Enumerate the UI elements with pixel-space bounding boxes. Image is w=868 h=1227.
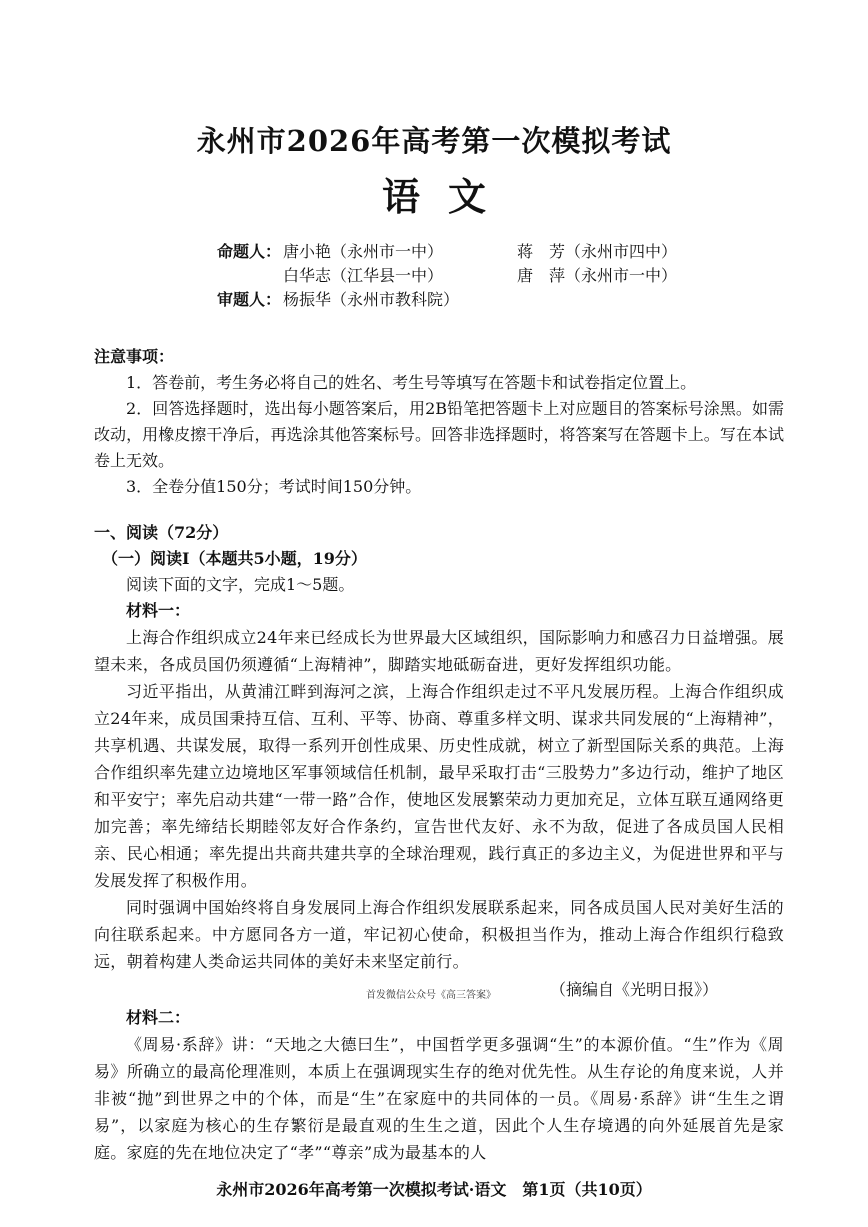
section-heading: 一、阅读（72分） [94, 523, 229, 542]
proposer-3: 白华志（江华县一中） [283, 266, 444, 285]
subject-title: 语文 [381, 174, 514, 219]
notice-item: 2．回答选择题时，选出每小题答案后，用2B铅笔把答题卡上对应题目的答案标号涂黑。如需改动，用橡皮擦干净后，再选涂其他答案标号。回答非选择题时，将答案写在答题卡上。写在本试卷上无效。 [94, 399, 784, 470]
material1-paragraph: 同时强调中国始终将自身发展同上海合作组织发展联系起来，同各成员国人民对美好生活的向往联系起来。中方愿同各方一道，牢记初心使命，积极担当作为，推动上海合作组织行稳致远，朝着构建人类命运共同体的美好未来坚定前行。 [94, 898, 784, 971]
source-row [94, 975, 784, 1005]
source-citation: （摘编自《光明日报》） [550, 980, 719, 999]
material2-paragraph: 《周易·系辞》讲：“天地之大德曰生”，中国哲学更多强调“生”的本源价值。“生”作为《周易》所确立的最高伦理准则，本质上在强调现实生存的绝对优先性。从生存论的角度来说，人并非被“抛”到世界之中的个体，而是“生”在家庭中的共同体的一员。《周易·系辞》讲“生生之谓易”，以家庭为核心的生存繁衍是最直观的生生之道，因此个人生存境遇的向外延展首先是家庭。家庭的先在地位决定了“孝”“尊亲”成为最基本的人 [94, 1035, 784, 1162]
material2-label: 材料二： [126, 1008, 191, 1027]
instruction: 阅读下面的文字，完成1～5题。 [126, 575, 355, 594]
notice-item: 1．答卷前，考生务必将自己的姓名、考生号等填写在答题卡和试卷指定位置上。 [126, 373, 697, 392]
proposer-2: 蒋 芳（永州市四中） [517, 242, 678, 261]
reading-section [94, 520, 784, 1166]
reviewer: 杨振华（永州市教科院） [283, 290, 460, 309]
exam-title: 永州市2026年高考第一次模拟考试 [196, 124, 672, 158]
subsection-heading: （一）阅读Ⅰ（本题共5小题，19分） [102, 549, 367, 568]
watermark-text: 首发微信公众号《高三答案》 [366, 990, 496, 1001]
notice-block [94, 344, 784, 500]
proposer-label: 命题人： [217, 242, 282, 261]
notice-item: 3．全卷分值150分；考试时间150分钟。 [126, 477, 422, 496]
material1-paragraph: 上海合作组织成立24年来已经成长为世界最大区域组织，国际影响力和感召力日益增强。展望未来，各成员国仍须遵循“上海精神”，脚踏实地砥砺奋进，更好发挥组织功能。 [94, 628, 784, 674]
reviewer-label: 审题人： [217, 290, 282, 309]
material1-paragraph: 习近平指出，从黄浦江畔到海河之滨，上海合作组织走过不平凡发展历程。上海合作组织成立24年来，成员国秉持互信、互利、平等、协商、尊重多样文明、谋求共同发展的“上海精神”，共享机遇、共谋发展，取得一系列开创性成果、历史性成就，树立了新型国际关系的典范。上海合作组织率先建立边境地区军事领域信任机制，最早采取打击“三股势力”多边行动，维护了地区和平安宁；率先启动共建“一带一路”合作，使地区发展繁荣动力更加充足，立体互联互通网络更加完善；率先缔结长期睦邻友好合作条约，宣告世代友好、永不为敌，促进了各成员国人民相亲、民心相通；率先提出共商共建共享的全球治理观，践行真正的多边主义，为促进世界和平与发展发挥了积极作用。 [94, 682, 784, 890]
notice-title: 注意事项： [94, 347, 175, 366]
page-footer: 永州市2026年高考第一次模拟考试·语文 第1页（共10页） [216, 1180, 652, 1199]
proposer-4: 唐 萍（永州市一中） [517, 266, 678, 285]
material1-label: 材料一： [126, 601, 191, 620]
proposer-1: 唐小艳（永州市一中） [283, 242, 444, 261]
